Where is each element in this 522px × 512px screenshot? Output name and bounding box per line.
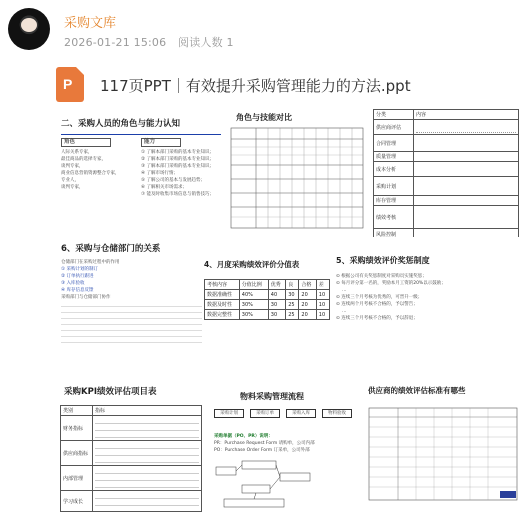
slide-thumb-reward-rules[interactable] [334,237,522,371]
slide-title: 4、月度采购绩效评价分值表 [204,260,300,269]
reads-count: 1 [226,36,234,49]
slide-preview-grid [56,107,522,511]
warehouse-text: 仓储部门在采购过程中的作用 ① 采购计划的制订 ② 订单执行跟进 ③ 入库验收 ④ 库存信息反馈 采购部门与仓储部门协作 [61,259,211,343]
reward-text: ⊙ 根据公司有关奖惩制度对采购员实施奖惩； ⊙ 每月评分第一名的，奖励本月工资的20%以示鼓励； … ⊙ 连续三个月考核为优秀的，可晋升一级； ⊙ 连续两个月考核不合格的，予以警告； … ⊙ 连续三个月考核不合格的，予以辞退； [336,274,446,321]
flow-diagram [214,459,360,509]
flow-steps: 采购计划 采购订单 采购入库 物料验收 [214,409,360,427]
slide-thumb-kpi-table[interactable] [56,375,206,511]
kpi-table: 类别 指标 财务指标 供应商指标 内部管理 学习成长 [60,405,202,512]
slide-title: 物料采购管理流程 [240,392,304,401]
reads-label: 阅读人数 [178,36,223,49]
slide-thumb-management-table[interactable] [371,107,522,238]
role-list: 人际关系专家， 最佳商品的选择专家， 谈判专家， 商业信息营销资源整合专家， 专业人， 谈判专家， [61,150,120,190]
slide-title: 二、采购人员的角色与能力认知 [61,119,181,129]
slide-thumb-supplier-criteria[interactable] [366,375,522,511]
divider [61,134,221,135]
slide-thumb-monthly-score[interactable] [202,237,334,371]
compare-table-graphic [230,127,366,231]
post-header [0,0,522,60]
slide-thumb-roles-abilities[interactable] [56,107,225,233]
slide-thumb-warehouse-relation[interactable] [56,235,225,371]
slide-title: 采购KPI绩效评估项目表 [64,387,157,397]
slide-thumb-role-skill-compare[interactable] [228,107,368,233]
post-date: 2026-01-21 15:06 [64,36,167,49]
avatar[interactable] [8,8,50,50]
score-table: 考核内容 分值比例 优秀 良 合格 差 数据准确性 40% 40 30 20 10 数据及时性 30% 30 25 20 10 数据完整性 30% 30 25 20 10 [204,279,330,320]
po-pr-notes: 采购单据（PO、PR）说明： PR：Purchase Request Form 请购单，公司内部 PO：Purchase Order Form 订采单，公司外部 [214,434,315,453]
slide-title: 6、采购与仓储部门的关系 [61,244,161,254]
author-name[interactable]: 采购文库 [64,16,117,31]
ppt-file-icon: P [56,67,84,102]
ability-header: 能力 [141,138,181,147]
slide-title: 5、采购绩效评价奖惩制度 [336,256,430,265]
slide-thumb-material-flow[interactable] [212,375,362,511]
file-attachment[interactable] [56,67,516,105]
post-meta [64,34,234,50]
file-title[interactable]: 117页PPT｜有效提升采购管理能力的方法.ppt [100,77,411,95]
supplier-rating-table [368,407,520,505]
management-table: 分类 内容 供应商评估 合同管理 质量管理 成本分析 采购计划 库存管理 绩效考核 风险控制 [373,109,519,240]
slide-title: 角色与技能对比 [236,113,292,122]
role-header: 角色 [61,138,111,147]
ability-list: ① 了解本部门采购的基本专业知识； ② 了解本部门采购的基本专业知识； ③ 了解本部门采购的基本专业知识； ④ 了解市场行情； ⑤ 了解公司的基本与发展趋势； ⑥ 了解相关市场需求； ⑦ 能及时收集市场信息与销售技巧； [141,150,214,197]
slide-title: 供应商的绩效评估标准有哪些 [368,386,466,395]
